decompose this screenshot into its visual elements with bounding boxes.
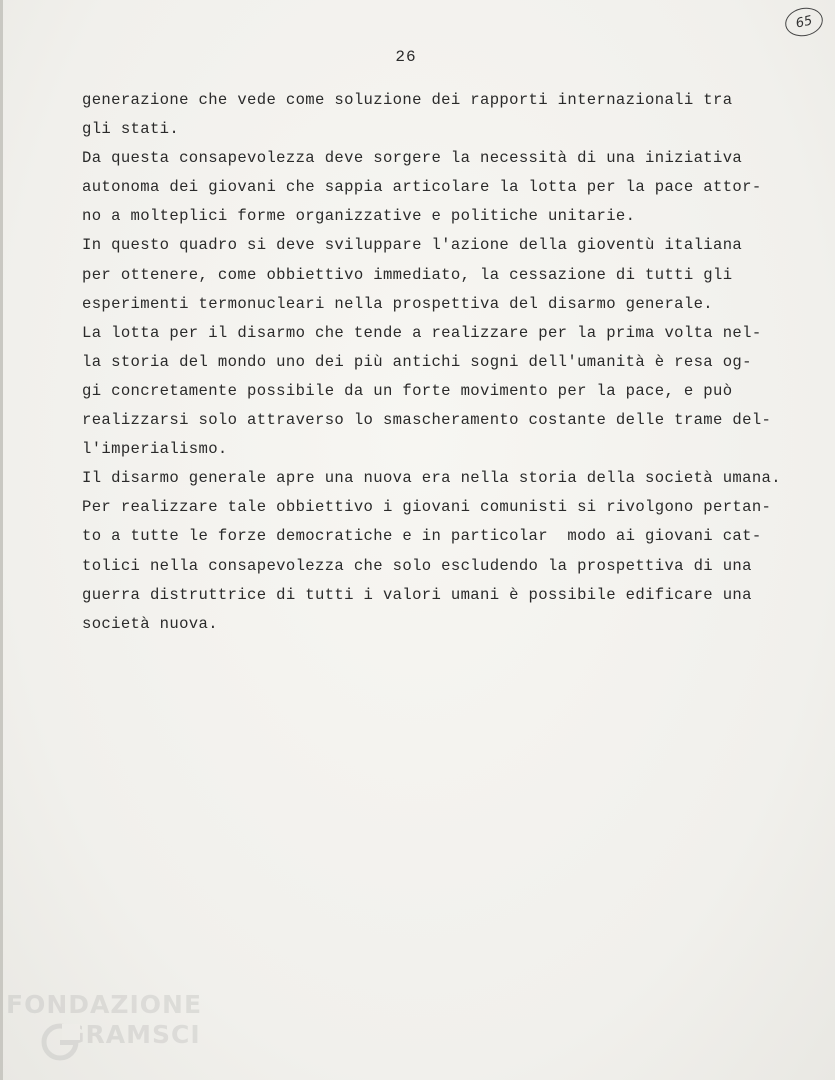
text-line: tolici nella consapevolezza che solo escludendo la prospettiva di una <box>82 556 752 575</box>
text-line: no a molteplici forme organizzative e politiche unitarie. <box>82 207 636 226</box>
typewritten-text <box>82 86 802 639</box>
watermark-line-1: FONDAZIONE <box>6 990 203 1019</box>
page-number: 26 <box>395 48 417 66</box>
text-line: per ottenere, come obbiettivo immediato, la cessazione di tutti gli <box>82 265 733 284</box>
page-edge <box>0 0 3 1080</box>
text-line: In questo quadro si deve sviluppare l'azione della gioventù italiana <box>82 236 743 255</box>
text-line: Il disarmo generale apre una nuova era nella storia della società umana. <box>82 469 781 488</box>
archive-number: 65 <box>794 12 814 32</box>
watermark-line-2: GRAMSCI <box>64 1020 201 1049</box>
text-line: esperimenti termonucleari nella prospettiva del disarmo generale. <box>82 294 714 313</box>
text-line: gli stati. <box>82 120 180 139</box>
text-line: autonoma dei giovani che sappia articolare la lotta per la pace attor- <box>82 178 762 197</box>
text-line: società nuova. <box>82 614 218 633</box>
text-line: la storia del mondo uno dei più antichi sogni dell'umanità è resa og- <box>82 352 752 371</box>
gramsci-g-logo-icon <box>40 1022 80 1062</box>
text-line: Da questa consapevolezza deve sorgere la necessità di una iniziativa <box>82 149 743 168</box>
fondazione-gramsci-watermark <box>6 990 216 1070</box>
text-line: to a tutte le forze democratiche e in particolar modo ai giovani cat- <box>82 527 762 546</box>
text-line: Per realizzare tale obbiettivo i giovani comunisti si rivolgono pertan- <box>82 498 772 517</box>
text-line: gi concretamente possibile da un forte movimento per la pace, e può <box>82 381 733 400</box>
text-line: La lotta per il disarmo che tende a realizzare per la prima volta nel- <box>82 323 762 342</box>
archive-number-stamp <box>783 4 826 39</box>
text-line: generazione che vede come soluzione dei rapporti internazionali tra <box>82 91 733 109</box>
text-line: realizzarsi solo attraverso lo smascheramento costante delle trame del- <box>82 411 772 430</box>
text-line: l'imperialismo. <box>82 440 228 459</box>
text-line: guerra distruttrice di tutti i valori umani è possibile edificare una <box>82 585 752 604</box>
